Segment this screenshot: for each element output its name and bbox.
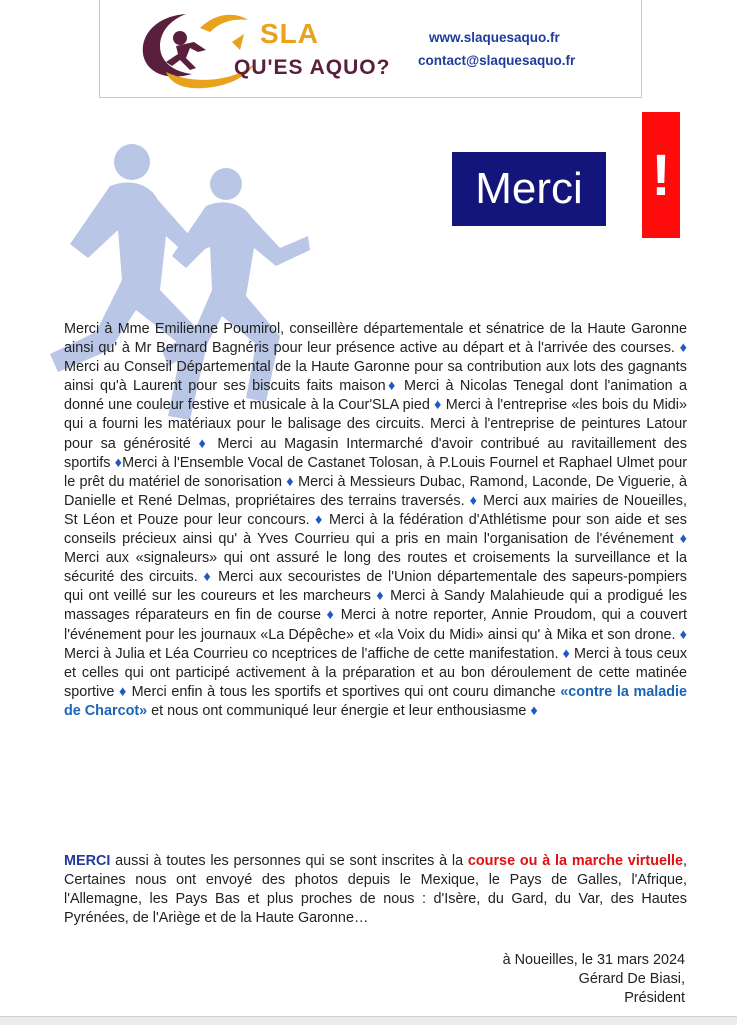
- thanks-sentence: Merci à Julia et Léa Courrieu co nceptrices de l'affiche de cette manifestation.: [64, 645, 559, 662]
- thanks-sentence: Merci à notre reporter, Annie Proudom, qui a couvert l'événement pour les journaux «La Dépêche» et «la Voix du Midi» ainsi qu' à Mika et son drone.: [64, 607, 688, 643]
- thanks-sentence: Merci à Nicolas Tenegal dont l'animation a donné une couleur festive et musicale à la Cour'SLA pied: [64, 378, 688, 414]
- thanks-sentence: Merci à Messieurs Dubac, Ramond, Laconde, De Viguerie, à Danielle et René Delmas, propriétaires des terrains traversés.: [64, 473, 687, 509]
- diamond-bullet-icon: ♦: [326, 607, 336, 624]
- signer-name: Gérard De Biasi,: [578, 971, 685, 987]
- diamond-bullet-icon: ♦: [286, 473, 294, 490]
- diamond-bullet-icon: ♦: [114, 454, 123, 471]
- logo: [136, 6, 396, 92]
- virtual-paragraph: [64, 852, 687, 928]
- exclamation-badge: !: [642, 112, 680, 238]
- diamond-bullet-icon: ♦: [679, 340, 688, 357]
- header: [99, 0, 642, 98]
- merci-caps: MERCI: [64, 853, 111, 869]
- thanks-sentence: Merci à tous ceux et celles qui ont participé activement à la préparation et au bon déroulement de cette matinée sportive: [64, 645, 688, 700]
- signer-role: Président: [624, 990, 685, 1006]
- diamond-bullet-icon: ♦: [385, 378, 398, 395]
- thanks-sentence: Merci à l'Ensemble Vocal de Castanet Tolosan, à P.Louis Fournel et Raphael Ulmet pour le prêt du matériel de sonorisation: [64, 454, 688, 490]
- charcot-highlight: «contre la maladie de Charcot»: [64, 683, 688, 719]
- virtual-highlight: course ou à la marche virtuelle: [467, 853, 683, 869]
- thanks-sentence: Merci à Sandy Malahieude qui a prodigué les massages réparateurs en fin de course: [64, 588, 688, 624]
- thanks-sentence: Merci aux «signaleurs» qui ont assuré le long des routes et croisements la surveillance et la sécurité des circuits.: [64, 550, 687, 586]
- place-date: à Noueilles, le 31 mars 2024: [502, 952, 685, 968]
- thanks-sentence: Merci au Conseil Départemental de la Haute Garonne pour sa contribution aux lots des gagnants ainsi qu'à Laurent pour ses biscuits faits maison: [64, 359, 687, 395]
- virtual-text-b: , Certaines nous ont envoyé des photos depuis le Mexique, le Pays de Galles, l'Afrique, l'Allemagne, les Pays Bas et plus proches de nous : d'Isère, du Gard, du Var, des Hautes Pyrénées, de l'Ariège et de la Haute Garonne…: [64, 853, 687, 927]
- thanks-sentence: Merci enfin à tous les sportifs et sportives qui ont couru dimanche: [131, 683, 556, 700]
- email-link[interactable]: contact@slaquesaquo.fr: [418, 53, 576, 68]
- thanks-sentence: Merci à Mme Emilienne Poumirol, conseillère départementale et sénatrice de la Haute Garonne ainsi qu' à Mr Bernard Bagnéris pour leur présence active au départ et à l'arrivée des courses.: [64, 321, 687, 357]
- thanks-sentence: Merci aux mairies de Noueilles, St Léon et Pouze pour leur concours.: [64, 492, 687, 528]
- diamond-bullet-icon: ♦: [679, 626, 687, 643]
- diamond-bullet-icon: ♦: [530, 702, 538, 719]
- diamond-bullet-icon: ♦: [314, 511, 324, 528]
- diamond-bullet-icon: ♦: [434, 397, 442, 414]
- thanks-paragraph: [64, 320, 687, 721]
- signature-block: [503, 951, 685, 1008]
- merci-banner: Merci: [452, 152, 606, 226]
- diamond-bullet-icon: ♦: [119, 683, 127, 700]
- thanks-sentence: Merci à l'entreprise «les bois du Midi» qui a fourni les matériaux pour le balisage des circuits. Merci à l'entreprise de peintures Latour pour sa générosité: [64, 397, 688, 452]
- diamond-bullet-icon: ♦: [376, 588, 385, 605]
- logo-quesaquo-text: QU'ES AQUO?: [234, 56, 391, 79]
- diamond-bullet-icon: ♦: [469, 492, 478, 509]
- thanks-sentence: Merci au Magasin Intermarché d'avoir contribué au ravitaillement des sportifs: [64, 435, 687, 471]
- thanks-sentence: Merci aux secouristes de l'Union départementale des sapeurs-pompiers qui ont veillé sur les coureurs et les marcheurs: [64, 569, 688, 605]
- closing-sentence: et nous ont communiqué leur énergie et leur enthousiasme: [151, 702, 527, 719]
- virtual-text-a: aussi à toutes les personnes qui se sont inscrites à la: [115, 853, 464, 869]
- diamond-bullet-icon: ♦: [679, 531, 688, 548]
- diamond-bullet-icon: ♦: [198, 435, 210, 452]
- diamond-bullet-icon: ♦: [562, 645, 570, 662]
- diamond-bullet-icon: ♦: [203, 569, 213, 586]
- logo-sla-text: SLA: [260, 18, 319, 49]
- thanks-sentence: Merci à la fédération d'Athlétisme pour son aide et ses conseils précieux ainsi qu' à Yves Courrieu qui a pris en main l'organisation de l'événement: [64, 511, 687, 548]
- website-link[interactable]: www.slaquesaquo.fr: [429, 30, 560, 45]
